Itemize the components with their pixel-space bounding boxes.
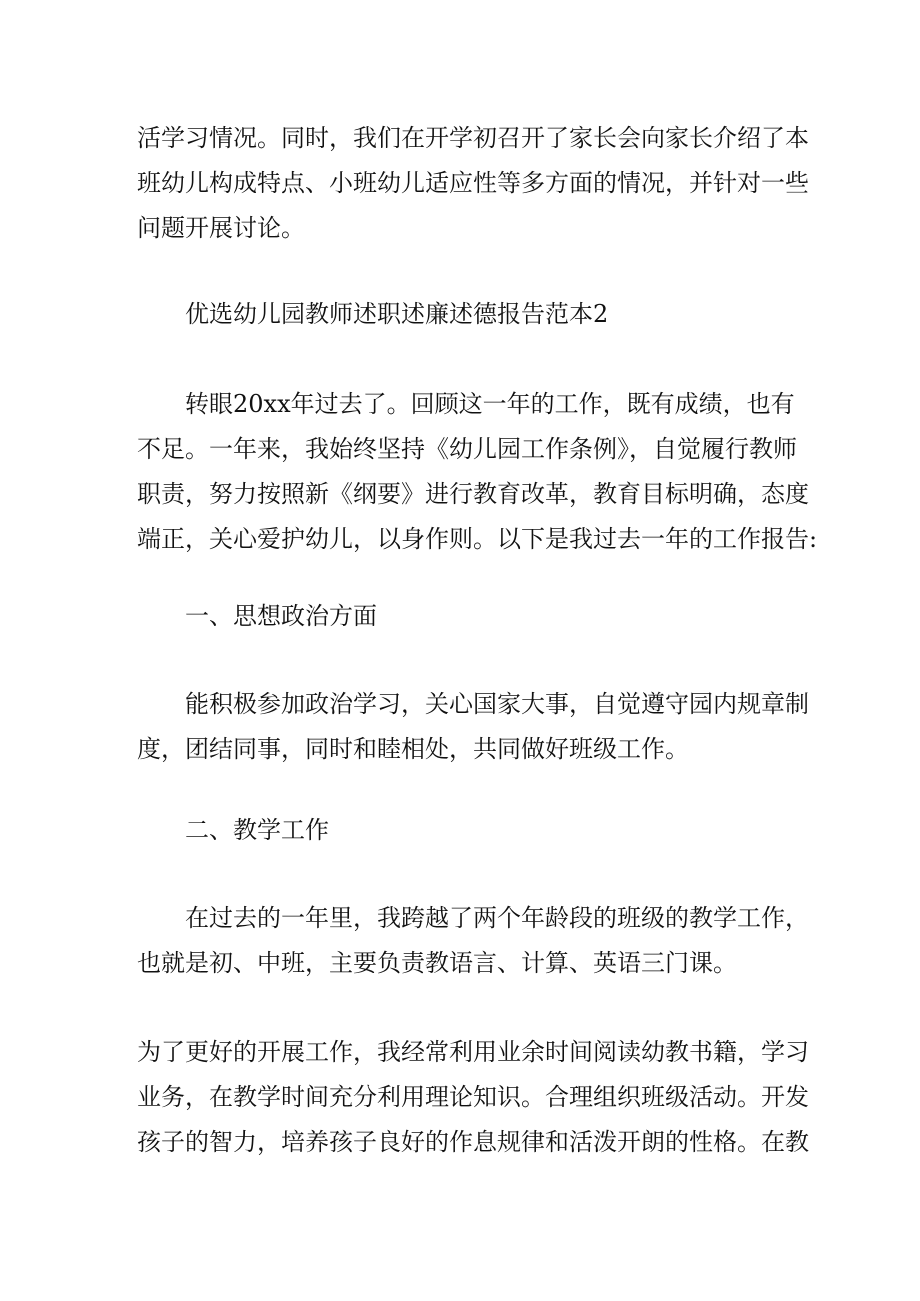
text-line: 活学习情况。同时，我们在开学初召开了家长会向家长介绍了本: [137, 124, 809, 152]
paragraph-development: [137, 1030, 809, 1165]
text-line: 转眼20xx年过去了。回顾这一年的工作，既有成绩，也有: [185, 390, 795, 418]
text-line: 职责，努力按照新《纲要》进行教育改革，教育目标明确，态度: [137, 480, 809, 508]
heading-political: [137, 594, 801, 639]
text-line: 业务，在教学时间充分利用理论知识。合理组织班级活动。开发: [137, 1083, 809, 1111]
heading-line: 二、教学工作: [185, 816, 329, 844]
section-title: [137, 292, 801, 337]
paragraph-continuation: [137, 116, 809, 251]
text-line: 度，团结同事，同时和睦相处，共同做好班级工作。: [137, 735, 689, 763]
text-line: 问题开展讨论。: [137, 214, 305, 242]
title-line: 优选幼儿园教师述职述廉述德报告范本2: [185, 300, 609, 328]
text-line: 端正，关心爱护幼儿，以身作则。以下是我过去一年的工作报告:: [137, 525, 818, 553]
text-line: 班幼儿构成特点、小班幼儿适应性等多方面的情况，并针对一些: [137, 169, 809, 197]
heading-teaching: [137, 808, 801, 853]
text-line: 在过去的一年里，我跨越了两个年龄段的班级的教学工作，: [185, 904, 809, 932]
text-line: 孩子的智力，培养孩子良好的作息规律和活泼开朗的性格。在教: [137, 1128, 809, 1156]
paragraph-intro: [137, 382, 818, 562]
text-line: 能积极参加政治学习，关心国家大事，自觉遵守园内规章制: [185, 690, 809, 718]
text-line: 为了更好的开展工作，我经常利用业余时间阅读幼教书籍，学习: [137, 1038, 809, 1066]
text-line: 不足。一年来，我始终坚持《幼儿园工作条例》，自觉履行教师: [137, 435, 797, 463]
heading-line: 一、思想政治方面: [185, 602, 377, 630]
paragraph-teaching: [137, 896, 809, 986]
text-line: 也就是初、中班，主要负责教语言、计算、英语三门课。: [137, 949, 737, 977]
paragraph-political: [137, 682, 809, 772]
